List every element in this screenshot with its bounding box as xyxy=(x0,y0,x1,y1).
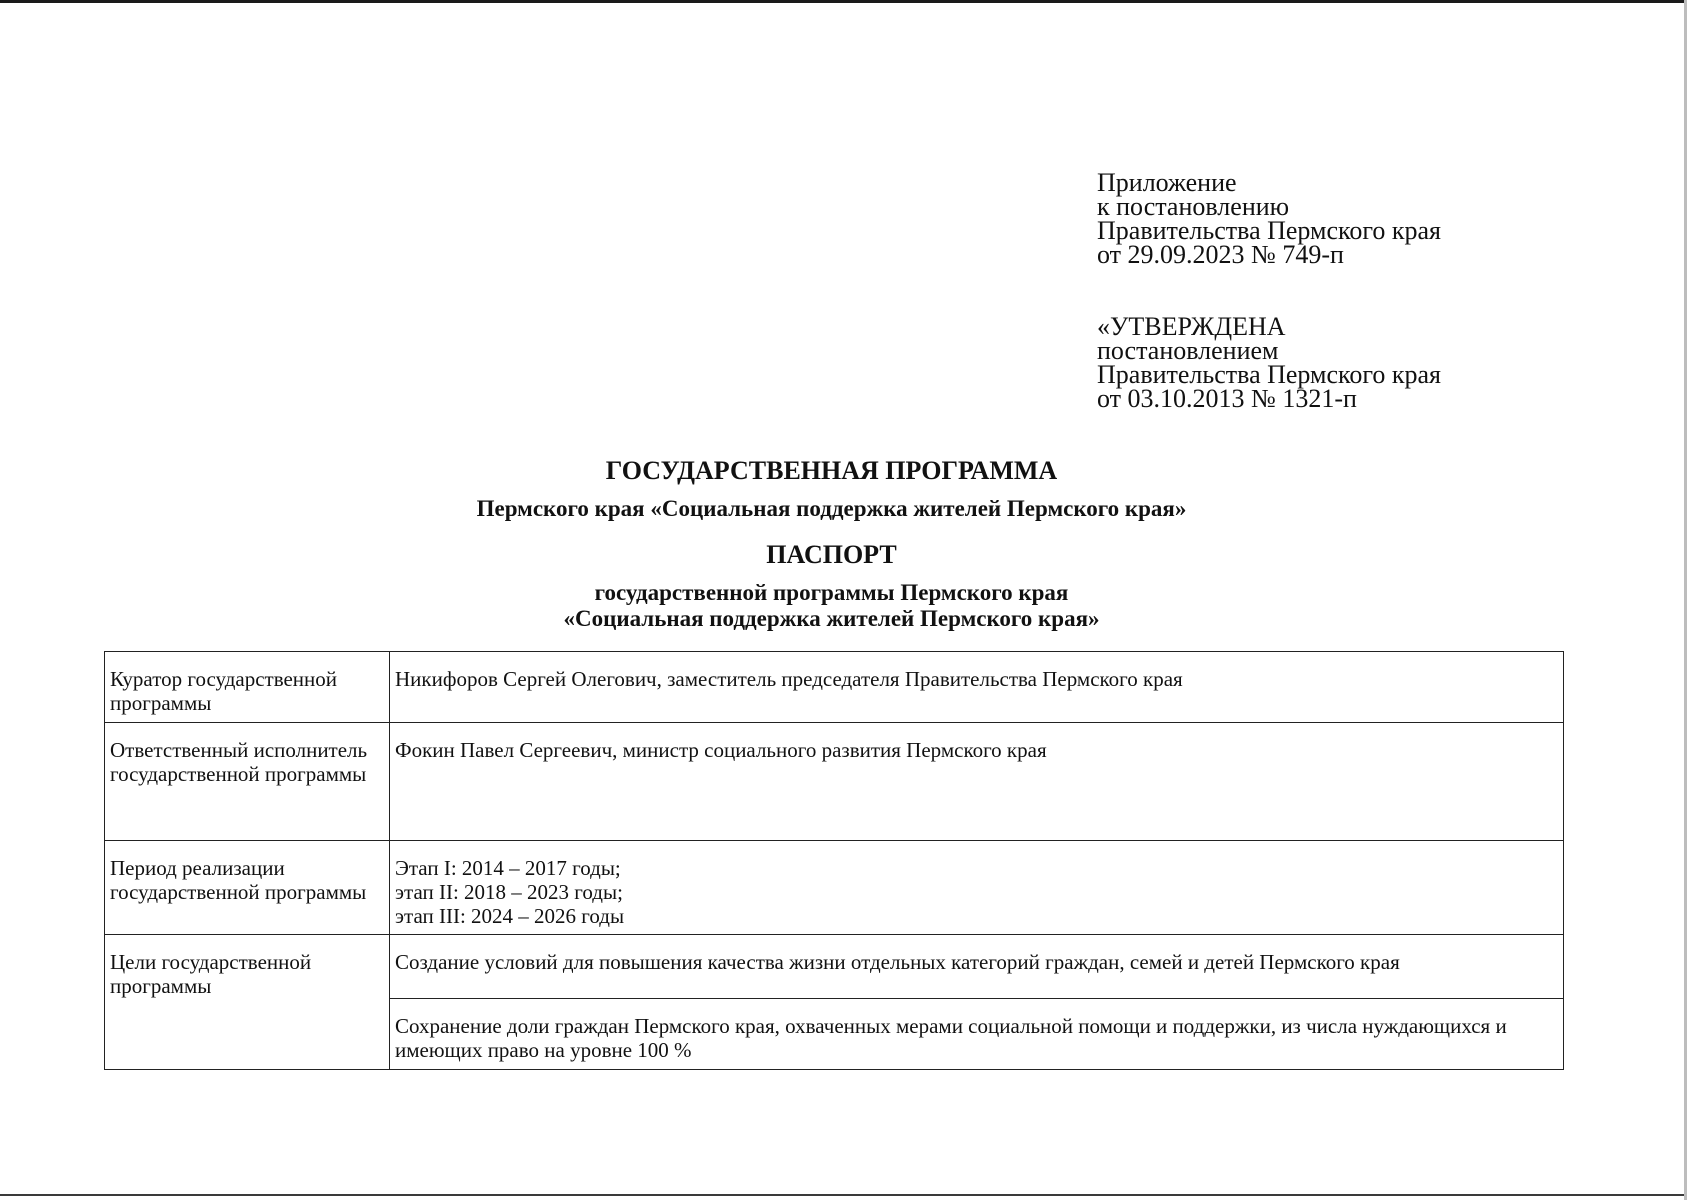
goals-label: Цели государственной программы xyxy=(105,935,390,1070)
table-row-period xyxy=(105,841,1564,935)
table-row-executor xyxy=(105,723,1564,841)
appendix-block xyxy=(1097,168,1441,269)
approval-line: Правительства Пермского края xyxy=(1097,360,1441,389)
period-label: Период реализации государственной программы xyxy=(105,841,390,935)
passport-table xyxy=(104,651,1564,1070)
period-value xyxy=(390,841,1564,935)
appendix-line: Правительства Пермского края xyxy=(1097,216,1441,245)
goal-item: Создание условий для повышения качества жизни отдельных категорий граждан, семей и детей Пермского края xyxy=(390,935,1564,999)
approval-line: от 03.10.2013 № 1321-п xyxy=(1097,384,1357,413)
period-stage: этап III: 2024 – 2026 годы xyxy=(395,904,625,928)
passport-subheading-line: государственной программы Пермского края xyxy=(594,580,1069,605)
appendix-line: от 29.09.2023 № 749-п xyxy=(1097,240,1344,269)
table-row-goals xyxy=(105,935,1564,999)
approval-block xyxy=(1097,312,1441,413)
table-row-curator xyxy=(105,652,1564,723)
passport-heading: ПАСПОРТ xyxy=(766,540,897,569)
appendix-line: к постановлению xyxy=(1097,192,1290,221)
appendix-line: Приложение xyxy=(1097,168,1237,197)
approval-line: «УТВЕРЖДЕНА xyxy=(1097,312,1286,341)
program-subtitle: Пермского края «Социальная поддержка жителей Пермского края» xyxy=(476,496,1187,521)
passport-subheading xyxy=(0,580,1663,632)
executor-label: Ответственный исполнитель государственной программы xyxy=(105,723,390,841)
program-title: ГОСУДАРСТВЕННАЯ ПРОГРАММА xyxy=(605,456,1058,485)
curator-value: Никифоров Сергей Олегович, заместитель председателя Правительства Пермского края xyxy=(390,652,1564,723)
executor-value: Фокин Павел Сергеевич, министр социального развития Пермского края xyxy=(390,723,1564,841)
goal-item: Сохранение доли граждан Пермского края, охваченных мерами социальной помощи и поддержки, из числа нуждающихся и имеющих право на уровне 100 % xyxy=(390,999,1564,1070)
period-stage: Этап I: 2014 – 2017 годы; xyxy=(395,856,621,880)
approval-line: постановлением xyxy=(1097,336,1279,365)
scan-bottom-edge xyxy=(0,1194,1687,1196)
scan-top-edge xyxy=(0,0,1687,3)
period-stage: этап II: 2018 – 2023 годы; xyxy=(395,880,623,904)
passport-subheading-line: «Социальная поддержка жителей Пермского края» xyxy=(563,606,1100,631)
curator-label: Куратор государственной программы xyxy=(105,652,390,723)
